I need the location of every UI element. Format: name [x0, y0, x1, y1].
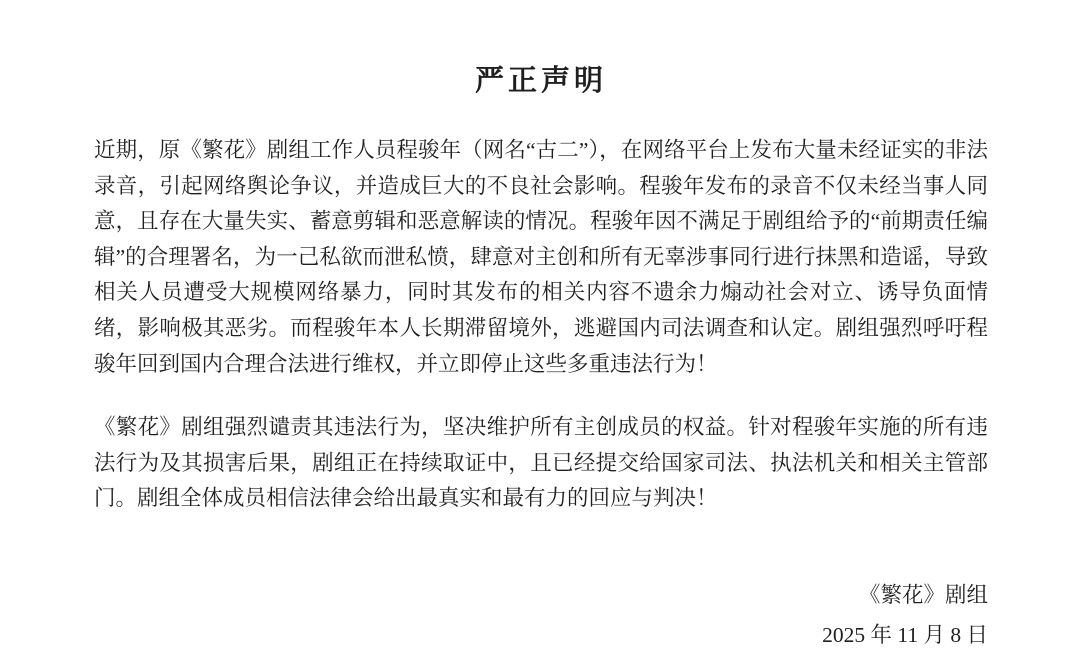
signature-crew-name: 《繁花》剧组 [858, 582, 988, 607]
statement-title: 严正声明 [474, 65, 607, 97]
signature-block [94, 575, 988, 655]
statement-paragraph-2: 《繁花》剧组强烈谴责其违法行为，坚决维护所有主创成员的权益。针对程骏年实施的所有违法行为及其损害后果，剧组正在持续取证中，且已经提交给国家司法、执法机关和相关主管部门。剧组全体成员相信法律会给出最真实和最有力的回应与判决！ [94, 415, 988, 511]
signature-date: 2025 年 11 月 8 日 [822, 622, 988, 647]
statement-paragraph-1: 近期，原《繁花》剧组工作人员程骏年（网名“古二”），在网络平台上发布大量未经证实的非法录音，引起网络舆论争议，并造成巨大的不良社会影响。程骏年发布的录音不仅未经当事人同意，且存在大量失实、蓄意剪辑和恶意解读的情况。程骏年因不满足于剧组给予的“前期责任编辑”的合理署名，为一己私欲而泄私愤，肆意对主创和所有无辜涉事同行进行抹黑和造谣，导致相关人员遭受大规模网络暴力，同时其发布的相关内容不遗余力煽动社会对立、诱导负面情绪，影响极其恶劣。而程骏年本人长期滞留境外，逃避国内司法调查和认定。剧组强烈呼吁程骏年回到国内合理合法进行维权，并立即停止这些多重违法行为！ [94, 138, 988, 376]
